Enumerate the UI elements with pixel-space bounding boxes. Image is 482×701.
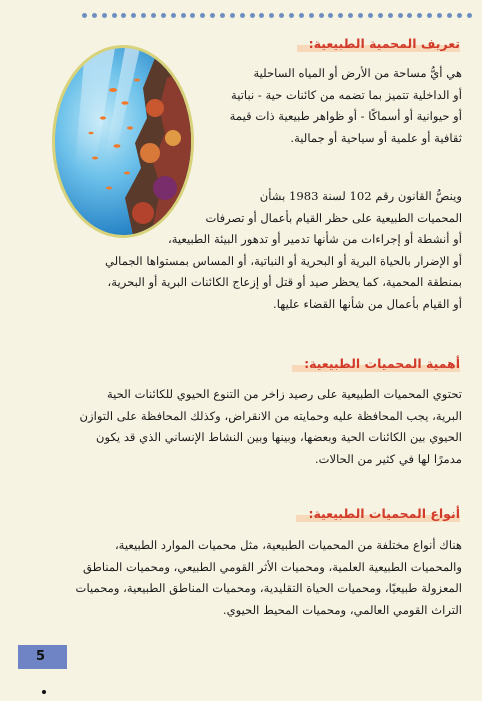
section-heading-importance: أهمية المحميات الطبيعية:	[304, 356, 460, 371]
law-line-3: أو أنشطة أو إجراءات من شأنها تدمير أو تدهور البيئة الطبيعية،	[167, 232, 462, 246]
page-dot	[42, 690, 46, 694]
decorative-dot-border	[82, 10, 472, 20]
types-line-1: هناك أنواع مختلفة من المحميات الطبيعية، مثل محميات الموارد الطبيعية،	[114, 538, 462, 552]
section-heading-definition: تعريف المحمية الطبيعية:	[308, 36, 460, 51]
importance-line-3: الحيوي بين الكائنات الحية وبعضها، وبينها وبين النشاط الإنساني الذي قد يكون	[96, 430, 462, 444]
definition-line-4: ثقافية أو علمية أو سياحية أو جمالية.	[290, 130, 462, 145]
types-line-3: المعزولة طبيعيًا، ومحميات الحياة التقليدية، ومحميات المناطق الطبيعية، ومحميات	[75, 581, 462, 595]
importance-line-4: مدمرًا لها في كثير من الحالات.	[314, 451, 462, 466]
types-line-4: التراث القومي العالمي، ومحميات المحيط الحيوي.	[222, 602, 462, 617]
page-number: 5	[18, 645, 67, 669]
types-line-2: والمحميات الطبيعية العلمية، ومحميات الأثر القومي الطبيعي، ومحميات المناطق	[82, 559, 462, 574]
importance-paragraph	[22, 384, 462, 470]
definition-line-2: أو الداخلية تتميز بما تضمه من كائنات حية - نباتية	[230, 87, 462, 102]
coral-reef-icon	[55, 48, 191, 235]
definition-line-1: هي أيُّ مساحة من الأرض أو المياه الساحلية	[253, 66, 462, 80]
law-line-4: أو الإضرار بالحياة البرية أو البحرية أو النباتية، أو المساس بمستواها الجمالي	[104, 253, 462, 268]
law-line-6: أو القيام بأعمال من شأنها القضاء عليها.	[273, 296, 462, 311]
definition-line-3: أو حيوانية أو أسماكًا - أو ظواهر طبيعية ذات قيمة	[229, 109, 462, 123]
law-paragraph-narrow	[202, 186, 462, 229]
law-line-1: وينصُّ القانون رقم 102 لسنة 1983 بشأن	[259, 189, 462, 203]
law-line-2: المحميات الطبيعية على حظر القيام بأعمال أو تصرفات	[205, 210, 462, 225]
types-paragraph	[22, 535, 462, 621]
law-line-5: بمنطقة المحمية، كما يحظر صيد أو قتل أو إزعاج الكائنات البرية أو البحرية،	[107, 275, 462, 289]
law-paragraph-wide	[32, 229, 462, 315]
coral-reef-photo	[52, 45, 194, 238]
importance-line-1: تحتوي المحميات الطبيعية على رصيد زاخر من التنوع الحيوي للكائنات الحية	[106, 387, 462, 401]
section-heading-types: أنواع المحميات الطبيعية:	[308, 506, 460, 521]
importance-line-2: البرية، يجب المحافظة عليه وحمايته من الانقراض، وكذلك المحافظة على التوازن	[79, 408, 462, 423]
definition-paragraph	[190, 63, 462, 149]
